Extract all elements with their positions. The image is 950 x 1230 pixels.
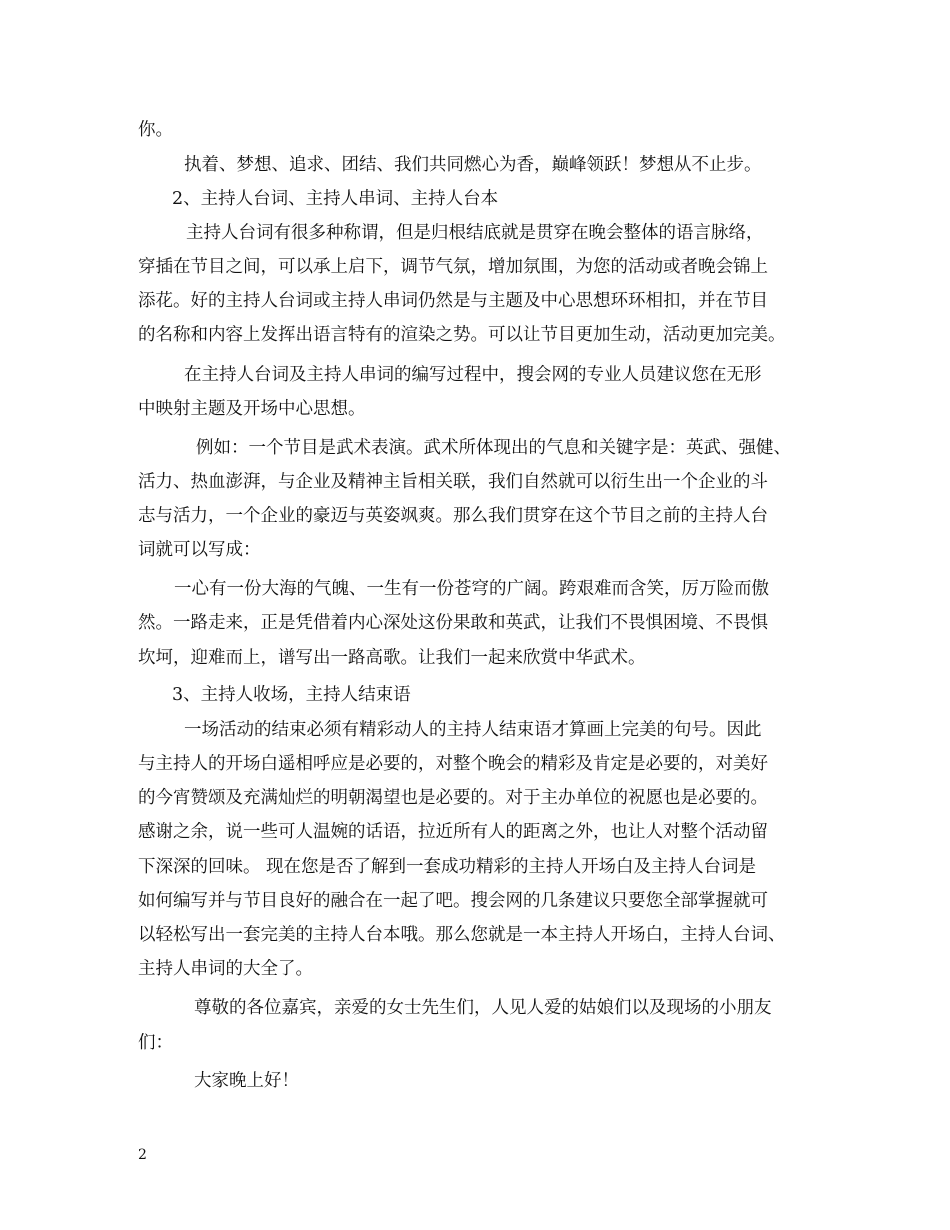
text-line: 添花。好的主持人台词或主持人串词仍然是与主题及中心思想环环相扣，并在节目: [138, 291, 768, 311]
text-line: 与主持人的开场白遥相呼应是必要的，对整个晚会的精彩及肯定是必要的，对美好: [138, 754, 768, 774]
text-line: 主持人串词的大全了。: [138, 959, 313, 979]
text-line: 以轻松写出一套完美的主持人台本哦。那么您就是一本主持人开场白，主持人台词、: [138, 925, 786, 945]
text-line: 穿插在节目之间，可以承上启下，调节气氛，增加氛围，为您的活动或者晚会锦上: [138, 257, 768, 277]
text-line: 尊敬的各位嘉宾，亲爱的女士先生们，人见人爱的姑娘们以及现场的小朋友: [194, 998, 772, 1018]
text-line: 例如：一个节目是武术表演。武术所体现出的气息和关键字是：英武、强健、: [196, 438, 791, 458]
section-heading: 2、主持人台词、主持人串词、主持人台本: [172, 189, 499, 209]
text-line: 主持人台词有很多种称谓，但是归根结底就是贯穿在晚会整体的语言脉络，: [186, 223, 764, 243]
text-line: 下深深的回味。 现在您是否了解到一套成功精彩的主持人开场白及主持人台词是: [138, 857, 757, 877]
page-number: 2: [138, 1147, 147, 1163]
text-line: 一场活动的结束必须有精彩动人的主持人结束语才算画上完美的句号。因此: [184, 720, 762, 740]
text-line: 志与活力，一个企业的豪迈与英姿飒爽。那么我们贯穿在这个节目之前的主持人台: [138, 506, 768, 526]
text-line: 然。一路走来，正是凭借着内心深处这份果敢和英武，让我们不畏惧困境、不畏惧: [138, 613, 768, 633]
text-line: 们：: [138, 1033, 173, 1053]
text-line: 如何编写并与节目良好的融合在一起了吧。搜会网的几条建议只要您全部掌握就可: [138, 891, 768, 911]
text-line: 执着、梦想、追求、团结、我们共同燃心为香，巅峰领跃！梦想从不止步。: [184, 155, 762, 175]
text-line: 在主持人台词及主持人串词的编写过程中，搜会网的专业人员建议您在无形: [184, 365, 762, 385]
text-line: 的今宵赞颂及充满灿烂的明朝渴望也是必要的。对于主办单位的祝愿也是必要的。: [138, 788, 768, 808]
text-line: 活力、热血澎湃，与企业及精神主旨相关联，我们自然就可以衍生出一个企业的斗: [138, 472, 768, 492]
text-line: 词就可以写成：: [138, 540, 261, 560]
text-line: 坎坷，迎难而上，谱写出一路高歌。让我们一起来欣赏中华武术。: [138, 648, 646, 668]
section-heading: 3、主持人收场，主持人结束语: [172, 685, 411, 705]
text-line: 的名称和内容上发挥出语言特有的渲染之势。可以让节目更加生动，活动更加完美。: [138, 325, 786, 345]
text-line: 中映射主题及开场中心思想。: [138, 399, 366, 419]
text-line: 感谢之余，说一些可人温婉的话语，拉近所有人的距离之外，也让人对整个活动留: [138, 822, 768, 842]
text-line: 一心有一份大海的气魄、一生有一份苍穹的广阔。跨艰难而含笑，厉万险而傲: [174, 579, 769, 599]
text-line: 你。: [138, 120, 173, 140]
greeting-line: 大家晚上好！: [194, 1071, 299, 1091]
